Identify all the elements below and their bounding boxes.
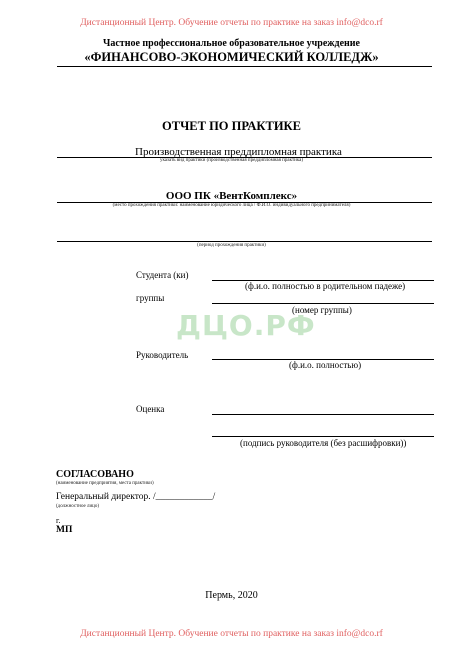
seal-label: МП: [56, 525, 73, 535]
signature-hint: (подпись руководителя (без расшифровки)): [240, 438, 407, 448]
period-line: [57, 241, 432, 242]
watermark-bottom-text: Дистанционный Центр. Обучение отчеты по практике на заказ info@dco.rf: [80, 629, 383, 639]
city-abbrev: г.: [56, 516, 61, 525]
organization-hint: (место прохождения практики: наименование юридического лица / Ф.И.О. индивидуального предпринимателя): [112, 203, 351, 208]
supervisor-label: Руководитель: [136, 350, 189, 360]
watermark-top: [0, 18, 463, 28]
group-label: группы: [136, 293, 165, 303]
group-hint: (номер группы): [292, 305, 352, 315]
watermark-top-text: Дистанционный Центр. Обучение отчеты по практике на заказ info@dco.rf: [80, 18, 383, 28]
approval-title: СОГЛАСОВАНО: [56, 469, 134, 480]
approval-org-hint: (наименование предприятия, места практики): [56, 481, 154, 486]
grade-label: Оценка: [136, 404, 165, 414]
practice-type-hint: указать вид практики (производственная преддипломная практика): [159, 158, 304, 163]
signature-line: [212, 436, 434, 437]
period-hint: (период прохождения практики): [197, 243, 266, 248]
institution-name: «ФИНАНСОВО-ЭКОНОМИЧЕСКИЙ КОЛЛЕДЖ»: [84, 50, 379, 64]
practice-type: Производственная преддипломная практика: [135, 146, 342, 158]
header-rule: [57, 66, 432, 67]
student-name-hint: (ф.и.о. полностью в родительном падеже): [245, 281, 406, 291]
director-label: Генеральный директор. /____________/: [56, 492, 216, 502]
position-hint: (должностное лицо): [56, 504, 100, 509]
group-line: [212, 303, 434, 304]
supervisor-hint: (ф.и.о. полностью): [289, 360, 362, 370]
report-title: ОТЧЕТ ПО ПРАКТИКЕ: [162, 119, 301, 133]
organization-name: ООО ПК «ВентКомплекс»: [165, 190, 298, 202]
institution-type: Частное профессиональное образовательное учреждение: [103, 38, 360, 49]
watermark-bottom: [0, 629, 463, 639]
student-label: Студента (ки): [136, 270, 189, 280]
city-year: Пермь, 2020: [205, 590, 258, 601]
dco-logo: ДЦО.РФ: [176, 309, 316, 342]
grade-line: [212, 414, 434, 415]
